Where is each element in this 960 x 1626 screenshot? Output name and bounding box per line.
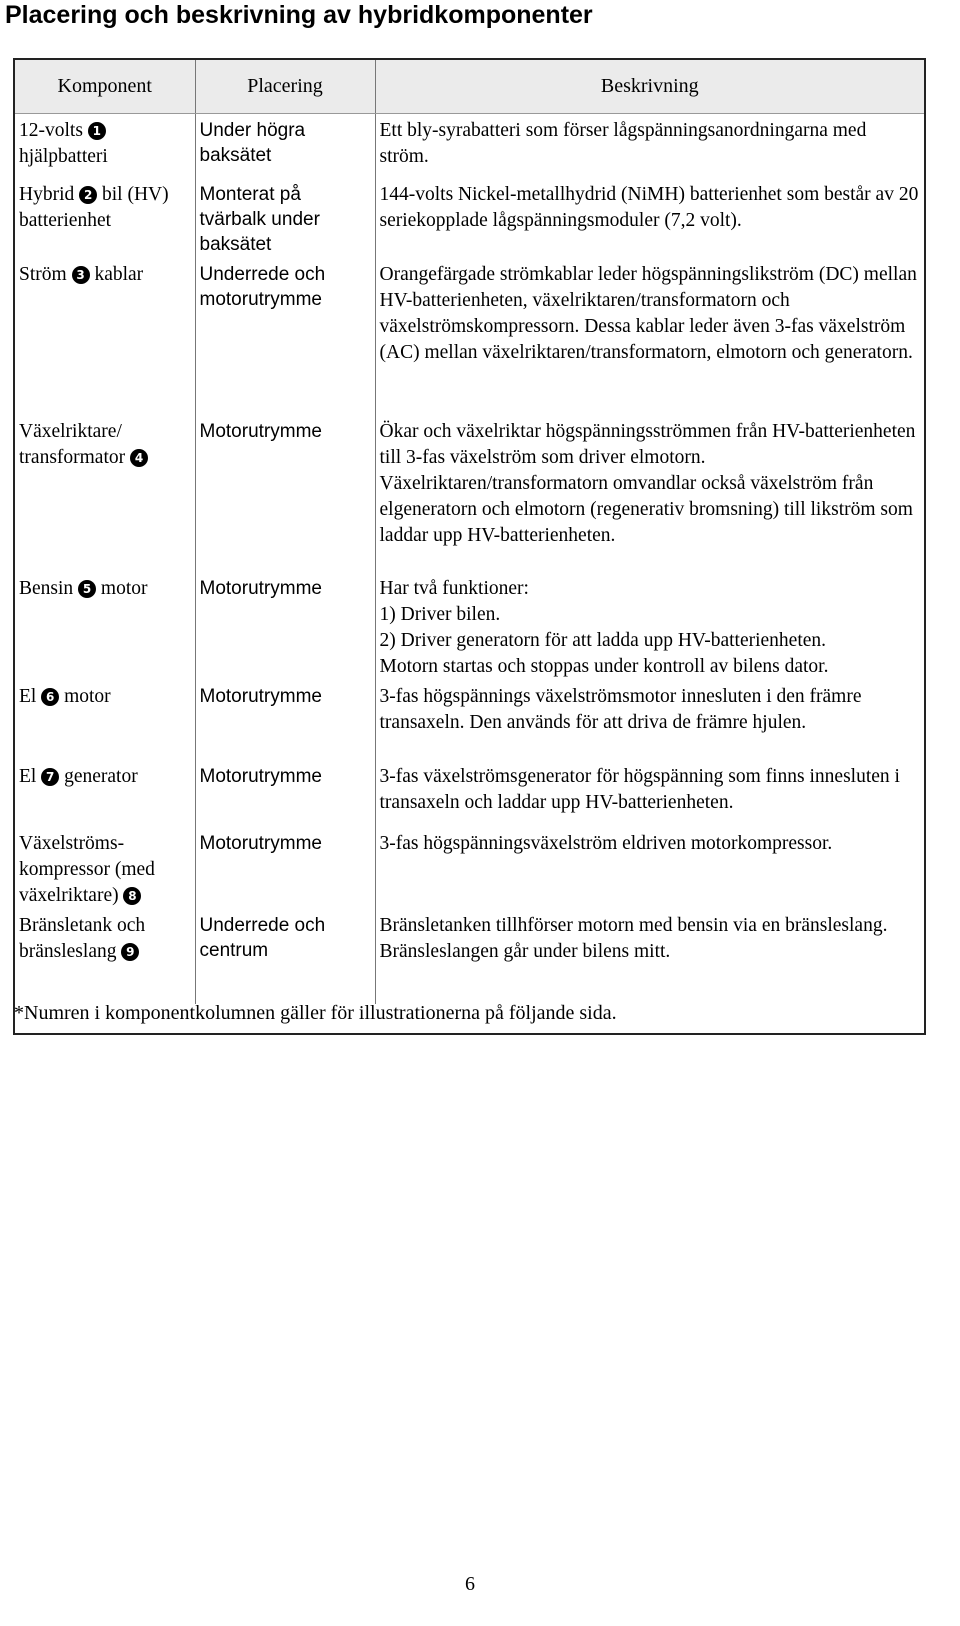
component-number-badge: 6 [41,688,59,706]
placement-cell: Motorutrymme [195,415,375,572]
component-name-part: kablar [89,263,144,285]
table-row [15,827,924,909]
components-table [13,58,926,1035]
table-row [15,178,924,258]
header-component: Komponent [15,60,195,114]
description-cell: 144-volts Nickel-metallhydrid (NiMH) batterienhet som består av 20 seriekopplade lågspänningsmoduler (7,2 volt). [379,183,919,231]
component-number-badge: 3 [72,266,90,284]
table-row [15,680,924,760]
table-row [15,114,924,178]
component-number-badge: 1 [88,122,106,140]
component-cell [15,760,195,827]
header-description: Beskrivning [375,60,924,114]
placement-cell: Monterat på tvärbalk under baksätet [195,178,375,258]
footnote: *Numren i komponentkolumnen gäller för illustrationerna på följande sida. [14,1002,617,1024]
component-number-badge: 7 [41,768,59,786]
component-name-part: Växelriktare/ transformator [19,420,126,468]
component-name-part: motor [59,685,111,707]
component-cell [15,827,195,909]
placement-cell: Under högra baksätet [195,114,375,178]
component-number-badge: 8 [123,887,141,905]
placement-cell: Motorutrymme [195,760,375,827]
page-number: 6 [465,1573,475,1595]
component-cell [15,258,195,415]
description-cell: Orangefärgade strömkablar leder högspänningslikström (DC) mellan HV-batterienheten, växelriktaren/transformatorn och växelströmskompressorn. Dessa kablar leder även 3-fas växelström (AC) mellan växelriktaren/transformatorn, elmotorn och generatorn. [379,263,917,363]
component-number-badge: 9 [121,943,139,961]
table-header-row [15,60,924,114]
description-cell: Ökar och växelriktar högspänningsströmmen från HV-batterienheten till 3-fas växelström som driver elmotorn. Växelriktaren/transformatorn omvandlar också växelström från elgeneratorn och elmotorn (regenerativ bromsning) till likström som laddar upp HV-batterienheten. [379,420,916,546]
placement-cell: Motorutrymme [195,572,375,680]
header-placement: Placering [195,60,375,114]
component-number-badge: 5 [78,580,96,598]
placement-cell: Motorutrymme [195,680,375,760]
page-title: Placering och beskrivning av hybridkomponenter [5,1,593,29]
placement-cell: Underrede och motorutrymme [195,258,375,415]
component-number-badge: 4 [130,449,148,467]
component-name-part: Växelströms- kompressor (med växelriktare) [19,832,155,906]
component-name-part: El [19,685,42,707]
description-cell: Bränsletanken tillhförser motorn med bensin via en bränsleslang. Bränsleslangen går under bilens mitt. [379,914,888,962]
component-cell [15,178,195,258]
table-row [15,572,924,680]
table-row [15,760,924,827]
component-name-part: motor [96,577,148,599]
component-name-part: Hybrid [19,183,80,205]
component-name-part: Bränsletank och bränsleslang [19,914,146,962]
placement-cell: Motorutrymme [195,827,375,909]
component-cell [15,909,195,1004]
component-name-part: El [19,765,42,787]
placement-cell: Underrede och centrum [195,909,375,1004]
table-row [15,258,924,415]
component-cell [15,572,195,680]
component-name-part: Ström [19,263,72,285]
description-cell: Har två funktioner: 1) Driver bilen. 2) Driver generatorn för att ladda upp HV-batterienheten. Motorn startas och stoppas under kontroll av bilens dator. [379,577,829,677]
component-name-part: hjälpbatteri [19,146,108,167]
component-name-part: 12-volts [19,120,88,141]
description-cell: 3-fas växelströmsgenerator för högspänning som finns innesluten i transaxeln och laddar upp HV-batterienheten. [379,765,900,813]
description-cell: Ett bly-syrabatteri som förser lågspänningsanordningarna med ström. [379,120,867,167]
component-number-badge: 2 [79,186,97,204]
description-cell: 3-fas högspännings växelströmsmotor innesluten i den främre transaxeln. Den används för att driva de främre hjulen. [379,685,862,733]
component-name-part: bil (HV) batterienhet [19,183,169,231]
table-row [15,909,924,1004]
component-name-part: Bensin [19,577,79,599]
table-row [15,415,924,572]
component-cell [15,114,195,178]
component-cell [15,680,195,760]
component-cell [15,415,195,572]
component-name-part: generator [59,765,138,787]
description-cell: 3-fas högspänningsväxelström eldriven motorkompressor. [379,832,833,854]
